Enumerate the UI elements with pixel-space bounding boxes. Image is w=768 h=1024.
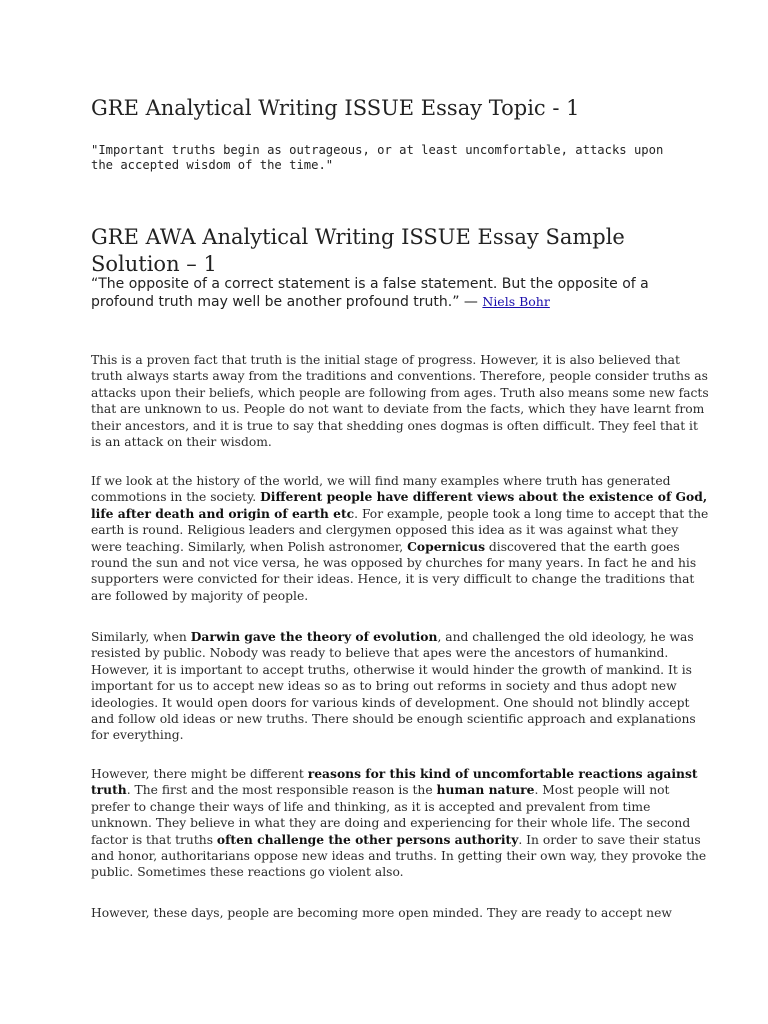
page-title: GRE Analytical Writing ISSUE Essay Topic - 1: [91, 96, 580, 120]
epigraph-author-link[interactable]: Niels Bohr: [482, 294, 550, 309]
paragraph-5: However, these days, people are becoming more open minded. They are ready to accept new: [91, 906, 672, 920]
p4-bold-2: human nature: [436, 782, 535, 798]
p2-bold-1: Different people have different views about the existence of God, life after death and origin of earth etc: [91, 489, 708, 521]
epigraph-text: “The opposite of a correct statement is a false statement. But the opposite of a profound truth may well be another profound truth.” —: [91, 276, 649, 310]
p4-text: . Most people will not prefer to change their ways of life and thinking, as it is accepted and prevalent from time unknown. They believe in what they are doing and experiencing for their whole life. The second factor is that truths: [91, 783, 691, 847]
p4-bold-1: reasons for this kind of uncomfortable reactions against truth: [91, 766, 698, 798]
p2-text: discovered that the earth goes round the sun and not vice versa, he was opposed by churches for many years. In fact he and his supporters were convicted for their ideas. Hence, it is very difficult to change the traditions that are followed by majority of people.: [91, 539, 697, 603]
p3-bold-1: Darwin gave the theory of evolution: [190, 629, 438, 644]
p2-bold-2: Copernicus: [407, 538, 485, 554]
p4-text: However, there might be different: [91, 767, 308, 781]
paragraph-3: [91, 629, 711, 744]
paragraph-2: [91, 473, 711, 604]
p4-text: . The first and the most responsible reason is the: [126, 783, 437, 798]
p2-text: If we look at the history of the world, we will find many examples where truth has generated commotions in the society.: [91, 474, 671, 505]
p3-text: Similarly, when: [91, 630, 191, 644]
paragraph-4: [91, 766, 711, 881]
solution-title: GRE AWA Analytical Writing ISSUE Essay Sample Solution – 1: [91, 225, 625, 276]
p3-text: , and challenged the old ideology, he was resisted by public. Nobody was ready to believe that apes were the ancestors of humankind. However, it is important to accept truths, otherwise it would hinder the growth of mankind. It is important for us to accept new ideas so as to bring out reforms in society and thus adopt new ideologies. It would open doors for various kinds of development. One should not blindly accept and follow old ideas or new truths. There should be enough scientific approach and explanations for everything.: [91, 630, 696, 743]
essay-topic-quote: "Important truths begin as outrageous, or at least uncomfortable, attacks upon the accepted wisdom of the time.": [91, 143, 664, 172]
p2-text: . For example, people took a long time to accept that the earth is round. Religious leaders and clergymen opposed this idea as it was against what they were teaching. Similarly, when Polish astronomer,: [91, 506, 709, 554]
p4-text: . In order to save their status and honor, authoritarians oppose new ideas and truths. In getting their own way, they provoke the public. Sometimes these reactions go violent also.: [91, 832, 707, 880]
paragraph-1: This is a proven fact that truth is the initial stage of progress. However, it is also believed that truth always starts away from the traditions and conventions. Therefore, people consider truths as attacks upon their beliefs, which people are following from ages. Truth also means some new facts that are unknown to us. People do not want to deviate from the facts, which they have learnt from their ancestors, and it is true to say that shedding ones dogmas is often difficult. They feel that it is an attack on their wisdom.: [91, 353, 709, 450]
epigraph: [91, 276, 691, 311]
p4-bold-3: often challenge the other persons authority: [216, 831, 519, 847]
